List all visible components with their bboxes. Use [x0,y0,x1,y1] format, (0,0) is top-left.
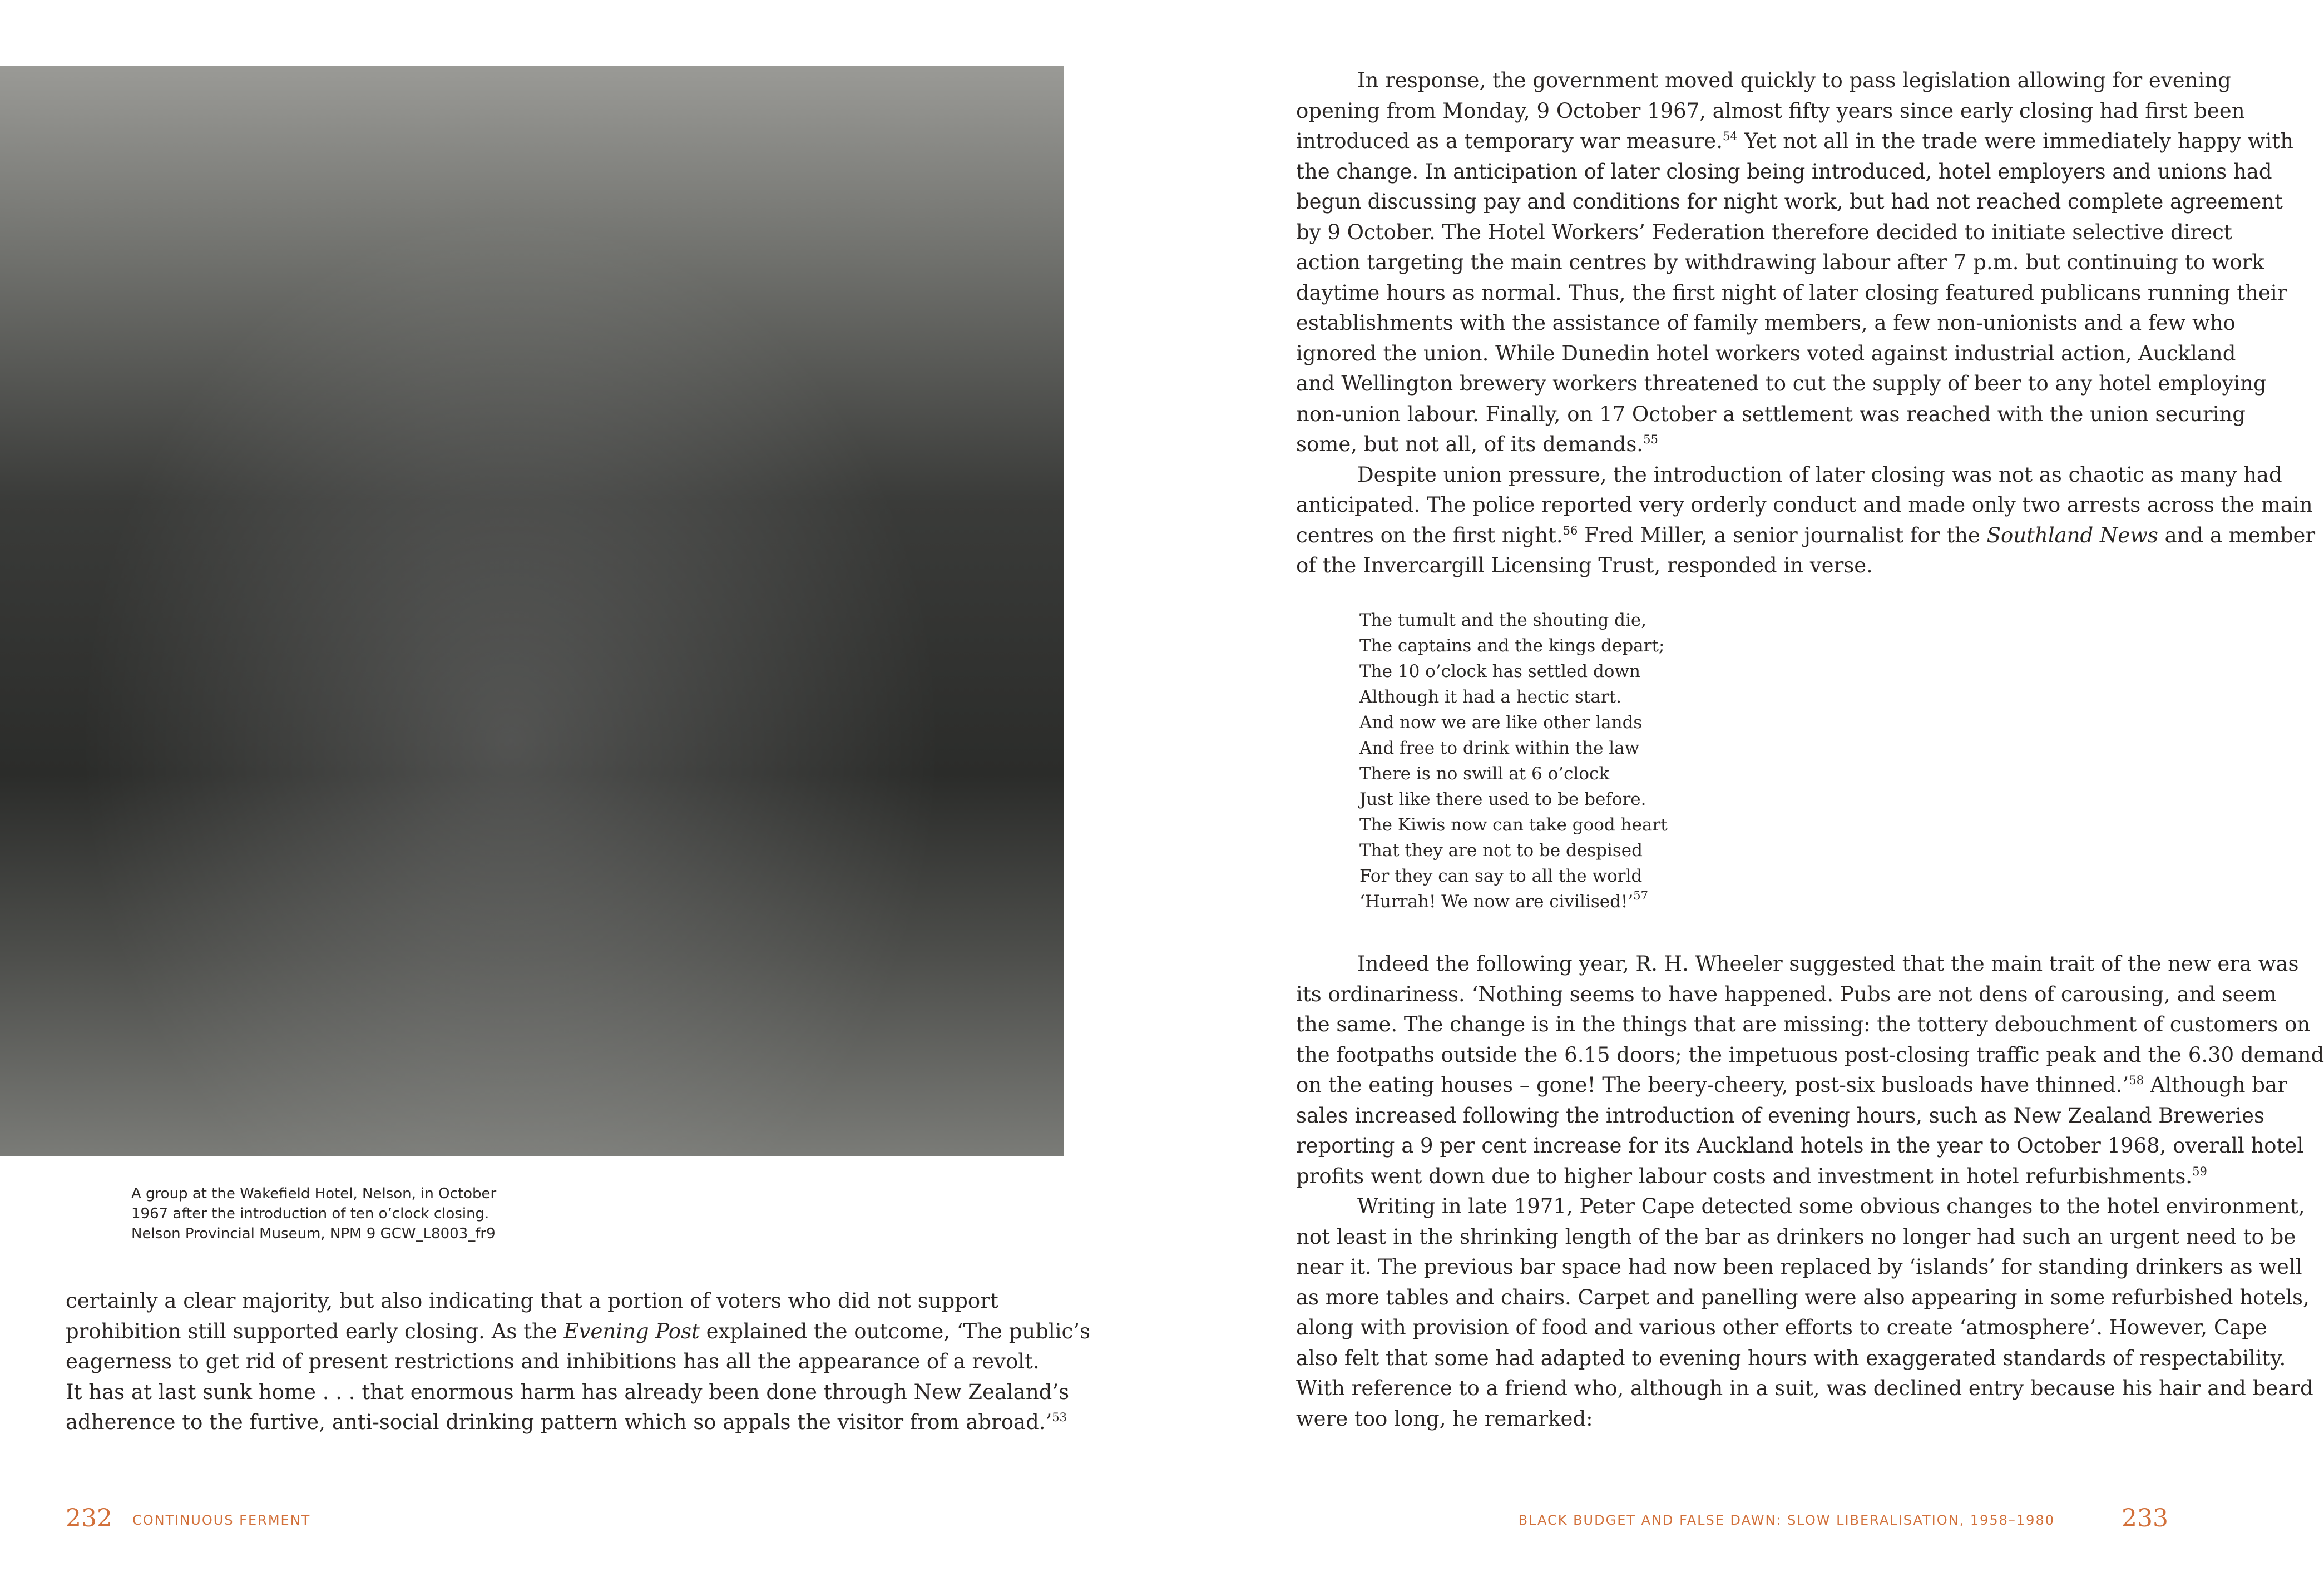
left-body-paragraph [66,1286,1091,1438]
text-line: the change. In anticipation of later closing being introduced, hotel employers and unions had [1296,159,2272,184]
text-run: prohibition still supported early closing. As the [66,1319,564,1343]
paragraph [1296,460,2316,581]
text-line: Writing in late 1971, Peter Cape detected some obvious changes to the hotel environment, [1357,1194,2305,1218]
text-line: along with provision of food and various other efforts to create ‘atmosphere’. However, Cape [1296,1316,2267,1339]
verse-line: And free to drink within the law [1359,738,1640,758]
footnote-marker: 57 [1633,889,1648,902]
text-line: the same. The change is in the things that are missing: the tottery debouchment of customers on [1296,1012,2311,1036]
text-line: Indeed the following year, R. H. Wheeler suggested that the main trait of the new era was [1357,952,2299,976]
text-run: and a member [2158,523,2316,547]
footnote-marker: 54 [1723,130,1738,143]
text-line: also felt that some had adapted to evening hours with exaggerated standards of respectability. [1296,1346,2286,1370]
caption-line: Nelson Provincial Museum, NPM 9 GCW_L8003_fr9 [131,1225,496,1242]
text-line: certainly a clear majority, but also indicating that a portion of voters who did not support [66,1289,998,1313]
text-run: Although bar [2143,1073,2287,1097]
verse-line: There is no swill at 6 o’clock [1359,764,1610,784]
running-head: CONTINUOUS FERMENT [132,1512,311,1528]
text-line: action targeting the main centres by withdrawing labour after 7 p.m. but continuing to work [1296,250,2264,274]
verse-block [1359,607,1860,914]
text-run: ‘Hurrah! We now are civilised!’ [1359,892,1634,912]
text-run: centres on the first night. [1296,523,1563,547]
text-line: With reference to a friend who, although in a suit, was declined entry because his hair and beard [1296,1376,2313,1400]
text-run: on the eating houses – gone! The beery-cheery, post-six busloads have thinned.’ [1296,1073,2129,1097]
footnote-marker: 55 [1643,433,1658,446]
verse-line: Just like there used to be before. [1359,789,1646,809]
verse-line: The tumult and the shouting die, [1359,610,1647,630]
verse-line: And now we are like other lands [1359,713,1643,733]
verse-line: Although it had a hectic start. [1359,687,1621,707]
publication-title: Evening Post [563,1319,700,1343]
text-line [1296,126,2293,157]
footnote-marker: 59 [2192,1164,2207,1178]
right-body-top [1296,66,2316,581]
caption-line: 1967 after the introduction of ten o’clock closing. [131,1205,489,1222]
verse-line: The 10 o’clock has settled down [1359,661,1640,681]
text-line [66,1317,1091,1347]
text-line: were too long, he remarked: [1296,1406,1593,1431]
page-number: 232 [66,1504,112,1532]
paragraph [1296,1192,2313,1434]
text-line [1296,521,2316,551]
text-line: near it. The previous bar space had now been replaced by ‘islands’ for standing drinkers as well [1296,1255,2302,1279]
historical-photograph [0,66,1064,1156]
page-number: 233 [2122,1504,2168,1532]
text-line: establishments with the assistance of family members, a few non-unionists and a few who [1296,311,2236,335]
text-line [1296,1161,2207,1192]
verse-line: The Kiwis now can take good heart [1359,815,1668,835]
text-line: not least in the shrinking length of the bar as drinkers no longer had such an urgent need to be [1296,1224,2296,1249]
publication-title: Southland News [1986,523,2158,547]
text-line: by 9 October. The Hotel Workers’ Federation therefore decided to initiate selective direct [1296,220,2232,244]
footnote-marker: 53 [1052,1411,1067,1424]
text-run: adherence to the furtive, anti-social drinking pattern which so appals the visitor from abroad.’ [66,1410,1052,1434]
verse-line: The captains and the kings depart; [1359,636,1665,656]
text-line: reporting a 9 per cent increase for its Auckland hotels in the year to October 1968, overall hotel [1296,1134,2304,1158]
text-line [1296,1070,2287,1101]
text-line: its ordinariness. ‘Nothing seems to have happened. Pubs are not dens of carousing, and seem [1296,982,2277,1006]
footnote-marker: 56 [1562,523,1578,537]
text-line: opening from Monday, 9 October 1967, almost fifty years since early closing had first been [1296,98,2245,123]
text-run: profits went down due to higher labour costs and investment in hotel refurbishments. [1296,1164,2193,1188]
verse-line: That they are not to be despised [1359,841,1643,861]
text-line: the footpaths outside the 6.15 doors; the impetuous post-closing traffic peak and the 6.30 demand [1296,1042,2324,1067]
text-line: In response, the government moved quickly to pass legislation allowing for evening [1357,68,2231,92]
verse-line: For they can say to all the world [1359,866,1643,886]
text-line: Despite union pressure, the introduction of later closing was not as chaotic as many had [1357,462,2282,487]
running-head: BLACK BUDGET AND FALSE DAWN: SLOW LIBERALISATION, 1958–1980 [1518,1512,2055,1528]
text-line: of the Invercargill Licensing Trust, responded in verse. [1296,553,1873,577]
text-line: non-union labour. Finally, on 17 October a settlement was reached with the union securing [1296,402,2246,426]
text-line [1296,429,2203,460]
text-line: ignored the union. While Dunedin hotel workers voted against industrial action, Auckland [1296,341,2236,365]
text-run: explained the outcome, ‘The public’s [699,1319,1091,1343]
text-line [66,1407,1067,1438]
text-line: and Wellington brewery workers threatened to cut the supply of beer to any hotel employing [1296,372,2267,396]
text-line: begun discussing pay and conditions for night work, but had not reached complete agreement [1296,190,2283,214]
text-run: some, but not all, of its demands. [1296,432,1644,456]
text-run: Fred Miller, a senior journalist for the [1578,523,1987,547]
text-line: sales increased following the introduction of evening hours, such as New Zealand Breweries [1296,1103,2264,1128]
text-line: daytime hours as normal. Thus, the first night of later closing featured publicans running their [1296,280,2287,305]
footnote-marker: 58 [2129,1074,2144,1087]
text-line: eagerness to get rid of present restrictions and inhibitions has all the appearance of a revolt. [66,1349,1040,1373]
paragraph [1296,949,2324,1192]
photo-caption [131,1184,554,1244]
left-page [0,0,1117,1577]
text-run: Yet not all in the trade were immediately happy with [1737,129,2293,153]
text-line: anticipated. The police reported very orderly conduct and made only two arrests across the main [1296,493,2313,517]
text-line: as more tables and chairs. Carpet and panelling were also appearing in some refurbished hotels, [1296,1285,2310,1309]
caption-line: A group at the Wakefield Hotel, Nelson, in October [131,1185,497,1202]
verse-line [1359,889,1860,914]
text-run: introduced as a temporary war measure. [1296,129,1723,153]
right-body-bottom [1296,949,2324,1434]
text-line: It has at last sunk home . . . that enormous harm has already been done through New Zealand’s [66,1380,1070,1404]
paragraph [1296,66,2293,460]
